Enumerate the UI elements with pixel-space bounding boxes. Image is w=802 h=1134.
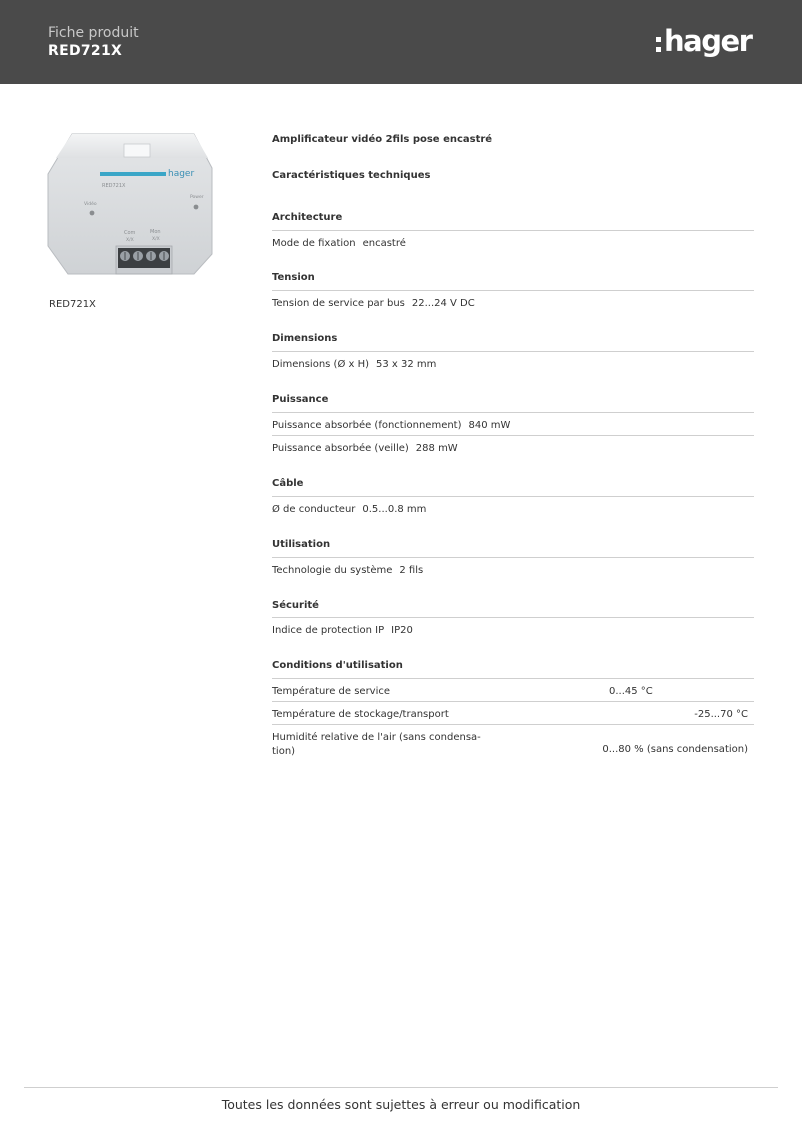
spec-row: [272, 617, 754, 641]
product-reference: RED721X: [48, 43, 123, 59]
spec-value: 0...80 % (sans condensation): [602, 744, 748, 755]
logo-colon-icon: [656, 37, 661, 52]
spec-row: [272, 412, 754, 435]
spec-label: Puissance absorbée (veille): [272, 443, 409, 454]
spec-label: Technologie du système: [272, 565, 393, 576]
spec-value: IP20: [391, 625, 413, 636]
spec-value: encastré: [362, 238, 406, 249]
svg-text:Com: Com: [124, 230, 136, 236]
product-description: Amplificateur vidéo 2fils pose encastré: [272, 134, 493, 145]
spec-row: [272, 496, 754, 520]
spec-value: -25...70 °C: [694, 709, 748, 720]
logo-wordmark: hager: [664, 23, 752, 58]
section-title-utilisation: Utilisation: [272, 539, 331, 550]
spec-label: Indice de protection IP: [272, 625, 385, 636]
svg-text:Mon: Mon: [150, 229, 161, 235]
spec-value: 288 mW: [415, 443, 458, 454]
image-caption: RED721X: [49, 299, 96, 310]
svg-text:X/X: X/X: [126, 238, 134, 243]
characteristics-heading: Caractéristiques techniques: [272, 170, 431, 181]
conditions-row: [272, 724, 754, 760]
spec-label: Température de stockage/transport: [272, 709, 449, 720]
document-type: Fiche produit: [48, 25, 139, 41]
spec-label: [272, 731, 482, 759]
spec-label: Tension de service par bus: [272, 298, 405, 309]
conditions-row: [272, 678, 754, 701]
section-title-conditions: Conditions d'utilisation: [272, 660, 403, 671]
spec-value: 53 x 32 mm: [376, 359, 437, 370]
spec-label: Puissance absorbée (fonctionnement): [272, 420, 462, 431]
spec-value: 840 mW: [468, 420, 511, 431]
section-title-cable: Câble: [272, 478, 304, 489]
product-photo: [44, 128, 216, 284]
spec-value: 0...45 °C: [609, 686, 653, 697]
section-title-architecture: Architecture: [272, 212, 343, 223]
svg-text:RED721X: RED721X: [102, 183, 126, 189]
spec-label-line: tion): [272, 746, 296, 757]
spec-value: 2 fils: [399, 565, 424, 576]
spec-value: 0.5...0.8 mm: [362, 504, 427, 515]
section-title-securite: Sécurité: [272, 600, 319, 611]
spec-label: Mode de fixation: [272, 238, 356, 249]
spec-label-line: Humidité relative de l'air (sans condensa-: [272, 732, 481, 743]
hager-logo: [656, 22, 756, 60]
section-title-tension: Tension: [272, 272, 315, 283]
footer-divider: [24, 1087, 778, 1088]
svg-text:hager: hager: [168, 169, 195, 179]
page-header: [0, 0, 802, 84]
svg-text:X/X: X/X: [152, 237, 160, 242]
spec-label: Température de service: [272, 686, 391, 697]
spec-label: Dimensions (Ø x H): [272, 359, 370, 370]
svg-text:Power: Power: [190, 195, 204, 200]
spec-row: [272, 290, 754, 314]
spec-row: [272, 230, 754, 254]
spec-value: 22...24 V DC: [411, 298, 475, 309]
svg-text:Vidéo: Vidéo: [84, 202, 97, 207]
footer-disclaimer: Toutes les données sont sujettes à erreur ou modification: [221, 1097, 581, 1112]
spec-label: Ø de conducteur: [272, 504, 356, 515]
section-title-puissance: Puissance: [272, 394, 329, 405]
spec-row: [272, 351, 754, 375]
spec-row: [272, 435, 754, 459]
section-title-dimensions: Dimensions: [272, 333, 338, 344]
spec-row: [272, 557, 754, 581]
conditions-row: [272, 701, 754, 724]
